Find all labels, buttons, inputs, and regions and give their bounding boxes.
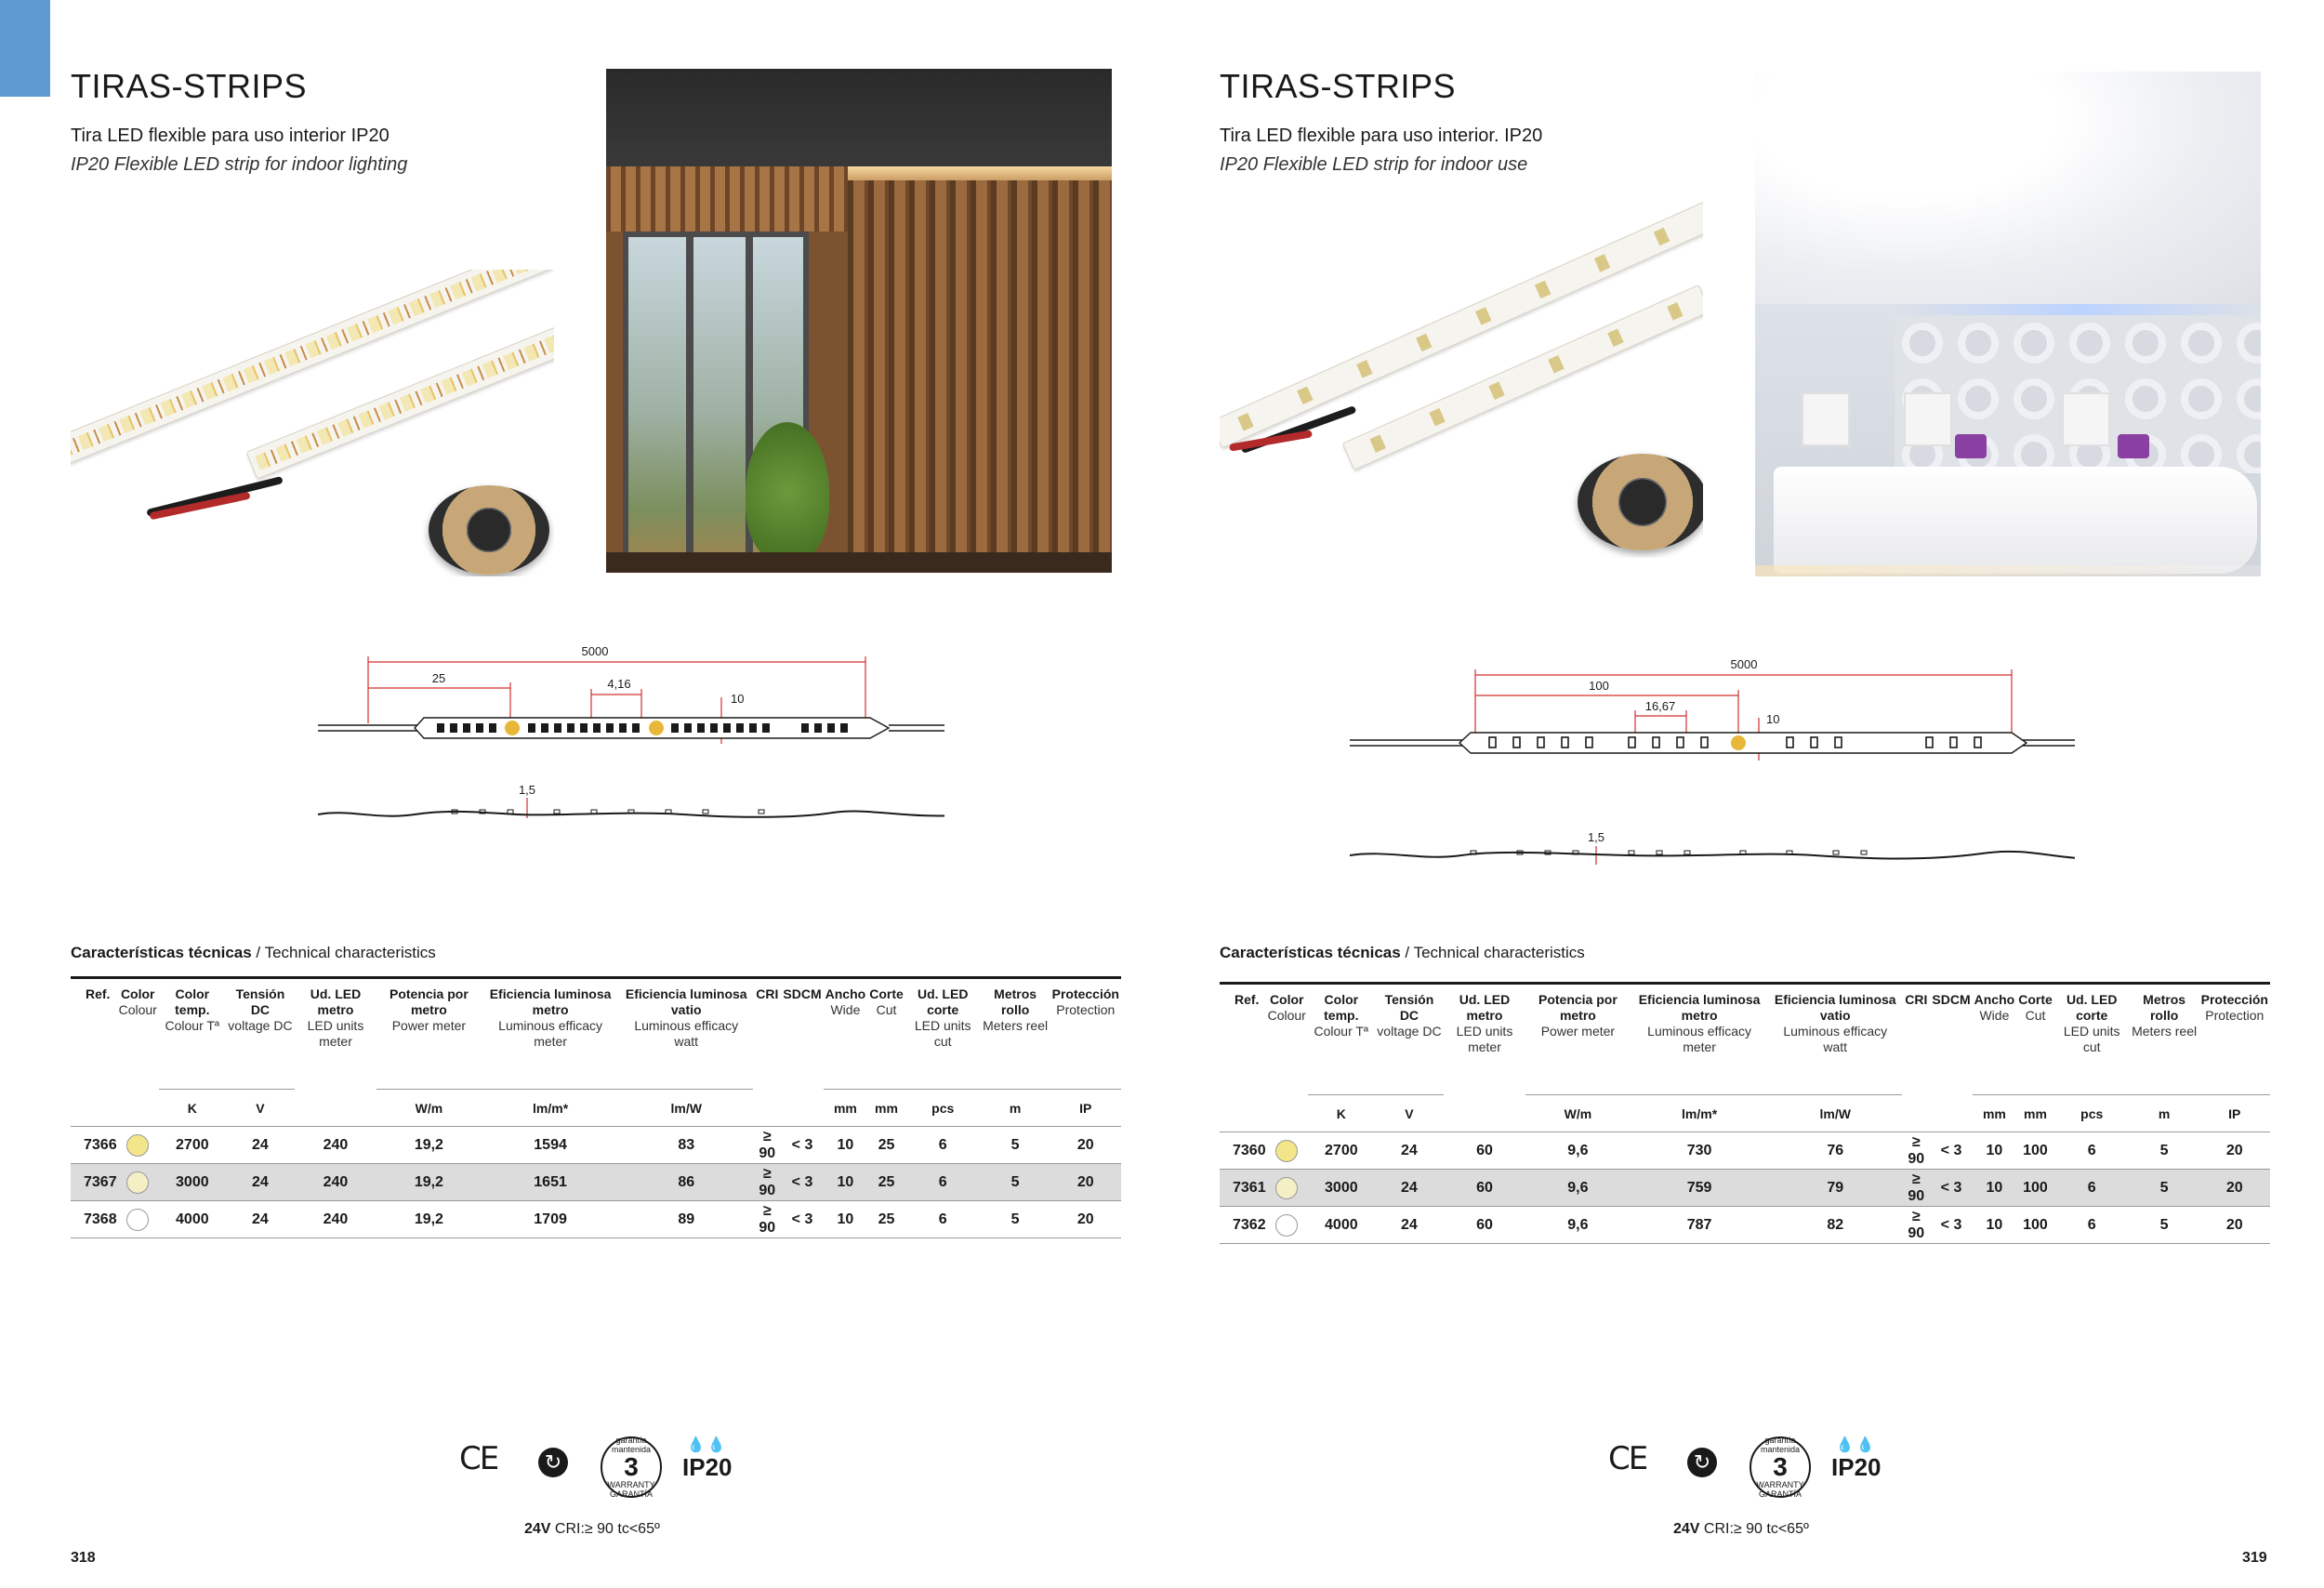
colour-swatch	[1275, 1214, 1298, 1237]
table-title: Características técnicas / Technical characteristics	[1220, 944, 1585, 961]
col-lm-m: Eficiencia luminosa metro Luminous efficacy meter	[1631, 984, 1768, 1095]
col-temp: Color temp. Colour Tª	[1308, 984, 1375, 1095]
table-title: Características técnicas / Technical characteristics	[71, 944, 436, 961]
product-strip-image	[1220, 167, 1703, 558]
col-lm-w: Eficiencia luminosa vatio Luminous efficacy watt	[1768, 984, 1902, 1095]
col-leds: Ud. LED metro LED units meter	[1444, 984, 1525, 1095]
dim-width: 10	[1766, 712, 1780, 726]
colour-swatch	[1275, 1140, 1298, 1162]
dim-pitch: 4,16	[607, 677, 631, 691]
col-power: Potencia por metro Power meter	[1525, 984, 1631, 1095]
colour-swatch	[126, 1171, 149, 1194]
col-pcs: Ud. LED corte LED units cut	[905, 978, 981, 1090]
col-cri: CRI	[1902, 984, 1930, 1095]
led-strip-lower	[246, 312, 554, 480]
subtitle-spanish: Tira LED flexible para uso interior IP20	[71, 126, 390, 146]
water-drops-icon: 💧💧	[686, 1437, 728, 1453]
colour-swatch	[126, 1209, 149, 1231]
page-number: 318	[71, 1550, 96, 1566]
subtitle-english: IP20 Flexible LED strip for indoor lighting	[71, 154, 408, 175]
col-cri: CRI	[753, 978, 781, 1090]
electrical-footnote: 24V CRI:≥ 90 tc<65º	[1673, 1521, 1809, 1537]
page-right	[1220, 0, 2270, 1588]
dim-width: 10	[731, 692, 745, 706]
col-lm-m: Eficiencia luminosa metro Luminous efficacy meter	[482, 978, 619, 1090]
page-left	[71, 0, 1121, 1588]
col-wide: Ancho Wide	[824, 978, 868, 1090]
specs-table	[71, 976, 1121, 1238]
dim-segment: 100	[1589, 679, 1609, 693]
table-row: 7362 4000 24 60 9,6 787 82 ≥ 90 < 3 10 100 6 5 20	[1220, 1207, 2270, 1244]
col-colour: Color Colour	[1266, 984, 1308, 1095]
certification-icons	[71, 1436, 1121, 1502]
units-row: K V W/m lm/m* lm/W mm mm pcs m IP	[71, 1090, 1121, 1127]
col-sdcm: SDCM	[1930, 984, 1972, 1095]
dim-length: 5000	[581, 644, 609, 658]
recycle-icon: ↻	[538, 1448, 568, 1477]
strip-reel	[429, 485, 549, 575]
dim-thickness: 1,5	[518, 783, 536, 797]
units-row: K V W/m lm/m* lm/W mm mm pcs m IP	[1220, 1095, 2270, 1132]
certification-icons	[1220, 1436, 2270, 1502]
col-lm-w: Eficiencia luminosa vatio Luminous efficacy watt	[619, 978, 753, 1090]
dim-thickness: 1,5	[1587, 830, 1605, 844]
col-colour: Color Colour	[117, 978, 159, 1090]
col-ip: Protección Protection	[2199, 984, 2270, 1095]
table-row: 7361 3000 24 60 9,6 759 79 ≥ 90 < 3 10 100 6 5 20	[1220, 1170, 2270, 1207]
col-voltage: Tensión DC voltage DC	[1375, 984, 1444, 1095]
ce-mark-icon: CE	[1608, 1440, 1647, 1477]
water-drops-icon: 💧💧	[1835, 1437, 1877, 1453]
col-ref: Ref.	[1220, 984, 1266, 1095]
table-row: 7360 2700 24 60 9,6 730 76 ≥ 90 < 3 10 100 6 5 20	[1220, 1132, 2270, 1170]
dimension-drawing	[1350, 651, 2075, 874]
recycle-icon: ↻	[1687, 1448, 1717, 1477]
table-row: 7367 3000 24 240 19,2 1651 86 ≥ 90 < 3 10 25 6 5 20	[71, 1164, 1121, 1201]
ce-mark-icon: CE	[459, 1440, 498, 1477]
dim-length: 5000	[1730, 657, 1758, 671]
col-pcs: Ud. LED corte LED units cut	[2054, 984, 2130, 1095]
ambient-photo-wood-slats	[606, 69, 1112, 573]
col-voltage: Tensión DC voltage DC	[226, 978, 295, 1090]
ambient-photo-reception	[1755, 72, 2261, 576]
col-sdcm: SDCM	[781, 978, 823, 1090]
colour-swatch	[126, 1134, 149, 1157]
page-title: TIRAS-STRIPS	[71, 67, 308, 105]
col-leds: Ud. LED metro LED units meter	[295, 978, 376, 1090]
col-power: Potencia por metro Power meter	[376, 978, 482, 1090]
col-temp: Color temp. Colour Tª	[159, 978, 226, 1090]
table-row: 7366 2700 24 240 19,2 1594 83 ≥ 90 < 3 10 25 6 5 20	[71, 1127, 1121, 1164]
col-wide: Ancho Wide	[1973, 984, 2017, 1095]
ip20-rating-icon: 💧💧 IP20	[682, 1437, 733, 1481]
col-ref: Ref.	[71, 978, 117, 1090]
col-ip: Protección Protection	[1050, 978, 1121, 1090]
specs-table	[1220, 982, 2270, 1244]
product-strip-image	[71, 270, 554, 576]
col-reel: Metros rollo Meters reel	[981, 978, 1050, 1090]
col-cut: Corte Cut	[2016, 984, 2054, 1095]
electrical-footnote: 24V CRI:≥ 90 tc<65º	[524, 1521, 660, 1537]
warranty-3-years-icon: garantía mantenida 3 WARRANTY GARANTÍA	[1750, 1436, 1811, 1498]
dim-segment: 25	[431, 671, 446, 685]
page-number: 319	[2242, 1550, 2267, 1566]
col-reel: Metros rollo Meters reel	[2130, 984, 2199, 1095]
page-title: TIRAS-STRIPS	[1220, 67, 1457, 105]
subtitle-spanish: Tira LED flexible para uso interior. IP20	[1220, 126, 1543, 146]
warranty-3-years-icon: garantía mantenida 3 WARRANTY GARANTÍA	[601, 1436, 662, 1498]
section-tab	[0, 0, 50, 97]
ip20-rating-icon: 💧💧 IP20	[1831, 1437, 1882, 1481]
table-row: 7368 4000 24 240 19,2 1709 89 ≥ 90 < 3 10 25 6 5 20	[71, 1201, 1121, 1238]
dimension-drawing	[238, 642, 944, 846]
col-cut: Corte Cut	[867, 978, 905, 1090]
strip-reel	[1578, 454, 1703, 550]
colour-swatch	[1275, 1177, 1298, 1199]
dim-pitch: 16,67	[1644, 699, 1676, 713]
subtitle-english: IP20 Flexible LED strip for indoor use	[1220, 154, 1528, 175]
